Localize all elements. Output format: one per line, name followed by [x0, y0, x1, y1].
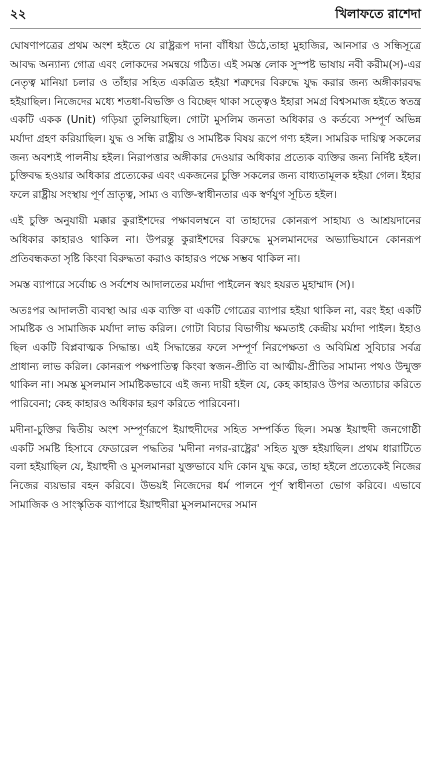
paragraph-judicial-system: অতঃপর আদালতী ব্যবস্থা আর এক ব্যক্তি বা একটি গোত্রের ব্যাপার হইয়া থাকিল না, বরং ইহা একটি সামষ্টিক ও সামাজিক মর্যাদা লাভ করিল। গোটা বিচার বিভাগীয় ক্ষমতাই কেন্দ্রীয় মর্যাদা পাইল। ইহাও ছিল একটি বিপ্লবাত্মক সিদ্ধান্ত। এই সিদ্ধান্তের ফলে সম্পূর্ণ নিরপেক্ষতা ও অবিমিশ্র সুবিচার সর্বত্র প্রাধান্য লাভ করিল। কোনরূপ পক্ষপাতিত্ব কিংবা স্বজন-প্রীতি বা আত্মীয়-প্রীতির সামান্য পথও উন্মুক্ত থাকিল না। সমস্ত মুসলমান সামষ্টিকভাবে এই জন্য দায়ী হইল যে, কেহ কাহারও উপর অত্যাচার করিতে পারিবেনা; কেহ কাহারও অধিকার হরণ করিতে পারিবেনা।: [10, 304, 421, 410]
paragraph-quraish-clause: এই চুক্তি অনুযায়ী মক্কার কুরাইশদের পক্ষাবলম্বনে বা তাহাদের কোনরূপ সাহায্য ও আশ্রয়দানের অধিকার কাহারও থাকিল না। উপরন্তু কুরাইশদের বিরুদ্ধে মুসলমানদের অভ্যাভিযানে কোনরূপ প্রতিবন্ধকতা সৃষ্টি কিংবা বিরুদ্ধতা করাও কাহারও পক্ষে সম্ভব থাকিল না।: [10, 215, 421, 265]
running-header: [10, 6, 421, 29]
paragraph-declaration-first-part: ঘোষণাপত্রের প্রথম অংশ হইতে যে রাষ্ট্ররূপ দানা বাঁধিয়া উঠে,তাহা মুহাজির, আনসার ও সন্ধিসূত্রে আবদ্ধ অন্যান্য গোত্র এবং লোকদের সমন্বয়ে গঠিত। এই সমস্ত লোক সুস্পষ্ট ভাষায় নবী করীম(স)-এর নেতৃত্ব মানিয়া চলার ও তাঁহার সহিত একত্রিত হইয়া শত্রুদের বিরুদ্ধে যুদ্ধ করার জন্য অঙ্গীকারবদ্ধ হইয়াছিল। নিজেদের মধ্যে শতধা-বিভক্তি ও বিচ্ছেদ থাকা সত্ত্বেও ইহারা সমগ্র বিশ্বসমাজ হইতে স্বতন্ত্র একটি একক (Unit) গড়িয়া তুলিয়াছিল। গোটা মুসলিম জনতা অধিকার ও কর্তব্যে সম্পূর্ণ অভিন্ন মর্যাদা গ্রহণ করিয়াছিল। যুদ্ধ ও সন্ধি রাষ্ট্রীয় ও সামষ্টিক বিষয় রূপে গণ্য হইল। সামরিক দায়িত্ব সকলের জন্য অবশ্যই পালনীয় হইল। নিরাপত্তার অঙ্গীকার দেওয়ার অধিকার প্রত্যেক ব্যক্তির জন্য নির্দিষ্ট হইল। চুক্তিবদ্ধ হওয়ার অধিকার প্রত্যেকের এবং একজনের চুক্তি সকলের জন্য বাধ্যতামূলক হইয়া গেল। ইহার ফলে রাষ্ট্রীয় সংস্থায় পূর্ণ ভ্রাতৃত্ব, সাম্য ও ব্যক্তি-স্বাধীনতার এক স্বর্ণযুগ সূচিত হইল।: [10, 40, 421, 201]
paragraph-second-part-jews: মদীনা-চুক্তির দ্বিতীয় অংশ সম্পূর্ণরূপে ইয়াহুদীদের সহিত সম্পর্কিত ছিল। সমস্ত ইয়াহুদী জনগোষ্ঠী একটি সমষ্টি হিসাবে ফেডারেল পদ্ধতির 'মদীনা নগর-রাষ্ট্রের' সহিত যুক্ত হইয়াছিল। প্রথম ধারাটিতে বলা হইয়াছিল যে, ইয়াহুদী ও মুসলমানরা যুক্তভাবে যদি কোন যুদ্ধ করে, তাহা হইলে প্রত্যেকেই নিজের নিজের ব্যয়ভার বহন করিবে। উভয়ই নিজেদের ধর্ম পালনে পূর্ণ স্বাধীনতা ভোগ করিবে। এভাবে সামাজিক ও সাংস্কৃতিক ব্যাপারে ইয়াহুদীরা মুসলমানদের সমান: [10, 424, 421, 511]
page-number: ২২: [10, 6, 27, 21]
paragraph-supreme-court: সমস্ত ব্যাপারে সর্বোচ্চ ও সর্বশেষ আদালতের মর্যাদা পাইলেন স্বয়ং হযরত মুহাম্মাদ (স)।: [10, 279, 355, 292]
running-title: খিলাফতে রাশেদা: [335, 6, 421, 21]
